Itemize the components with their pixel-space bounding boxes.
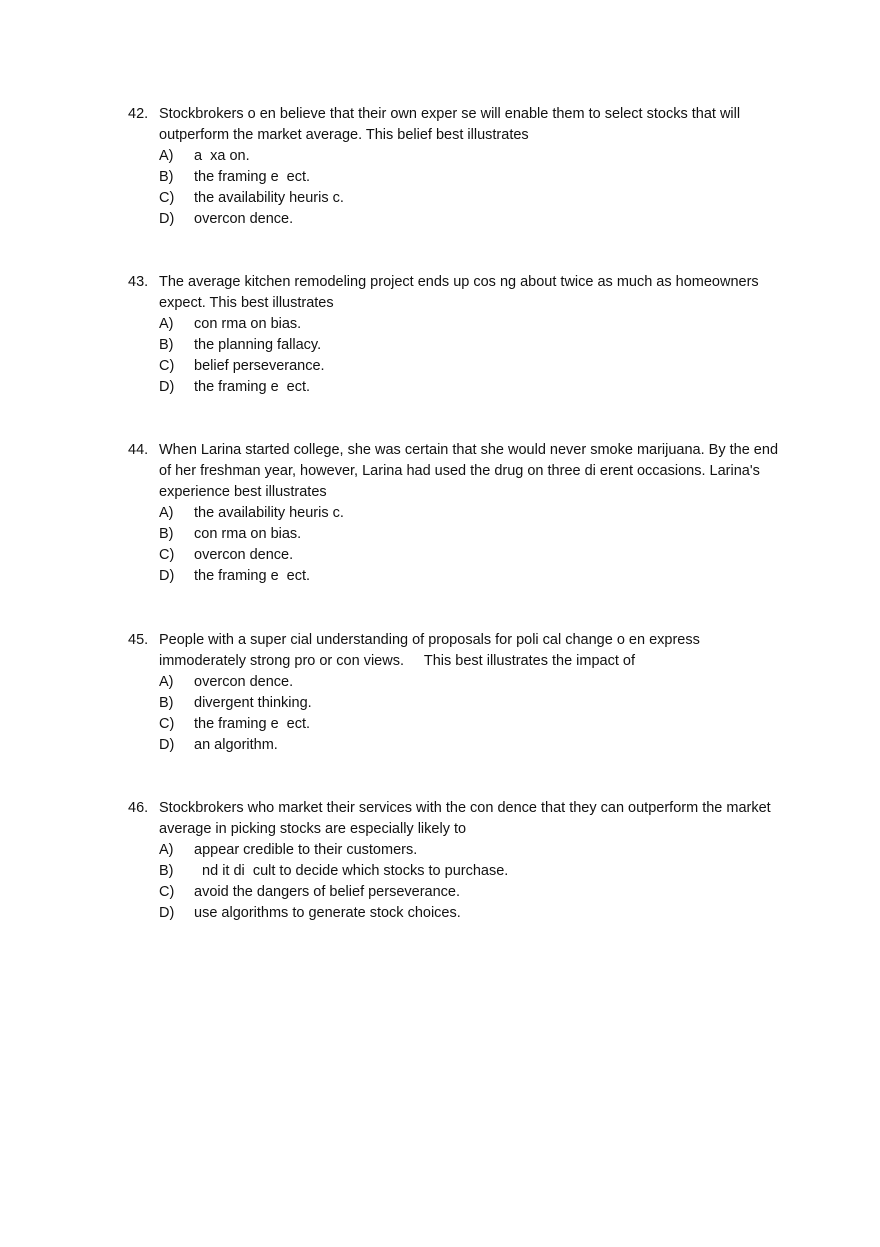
answer-option [128, 903, 778, 924]
option-letter: B) [159, 863, 174, 879]
option-text: appear credible to their customers. [194, 842, 418, 858]
option-text: a xa on. [194, 148, 250, 164]
question-stem [128, 630, 778, 672]
option-letter: D) [159, 737, 175, 753]
option-letter: B) [159, 169, 174, 185]
answer-option [128, 335, 778, 356]
answer-option [128, 524, 778, 545]
option-letter: B) [159, 337, 174, 353]
question-number: 45. [128, 632, 149, 648]
option-text: an algorithm. [194, 737, 278, 753]
option-text: con rma on bias. [194, 526, 302, 542]
question-46 [128, 798, 778, 924]
answer-option [128, 714, 778, 735]
question-43 [128, 272, 778, 398]
question-stem [128, 272, 778, 314]
option-text: the availability heuris c. [194, 190, 344, 206]
option-text: divergent thinking. [194, 695, 312, 711]
option-letter: D) [159, 379, 175, 395]
option-text: con rma on bias. [194, 316, 302, 332]
question-44 [128, 440, 783, 587]
option-letter: D) [159, 568, 175, 584]
option-text: avoid the dangers of belief perseverance. [194, 884, 461, 900]
question-text: Stockbrokers o en believe that their own exper se will enable them to select stocks that will outperform the market average. This belief best illustrates [159, 106, 745, 143]
answer-option [128, 146, 778, 167]
answer-option [128, 356, 778, 377]
option-text: the framing e ect. [194, 568, 311, 584]
question-number: 44. [128, 442, 149, 458]
answer-option [128, 566, 778, 587]
question-text: The average kitchen remodeling project ends up cos ng about twice as much as homeowners expect. This best illustrates [159, 274, 763, 311]
option-letter: B) [159, 526, 174, 542]
option-letter: A) [159, 674, 174, 690]
option-letter: C) [159, 358, 175, 374]
option-text: overcon dence. [194, 674, 294, 690]
question-text: People with a super cial understanding of proposals for poli cal change o en express immoderately strong pro or con views. This best illustrates the impact of [159, 632, 704, 669]
answer-option [128, 840, 778, 861]
answer-option [128, 861, 778, 882]
option-letter: A) [159, 505, 174, 521]
option-letter: A) [159, 148, 174, 164]
answer-option [128, 314, 778, 335]
question-stem [128, 104, 778, 146]
question-45 [128, 630, 778, 756]
question-text: When Larina started college, she was certain that she would never smoke marijuana. By the end of her freshman year, however, Larina had used the drug on three di erent occasions. Larina's experience best illustrates [159, 442, 783, 500]
answer-option [128, 545, 778, 566]
option-text: nd it di cult to decide which stocks to purchase. [194, 863, 509, 879]
answer-option [128, 209, 778, 230]
answer-option [128, 693, 778, 714]
option-letter: C) [159, 190, 175, 206]
option-text: use algorithms to generate stock choices. [194, 905, 461, 921]
option-letter: C) [159, 884, 175, 900]
question-number: 42. [128, 106, 149, 122]
answer-option [128, 735, 778, 756]
answer-option [128, 882, 778, 903]
question-text: Stockbrokers who market their services with the con dence that they can outperform the market average in picking stocks are especially likely to [159, 800, 775, 837]
option-letter: C) [159, 716, 175, 732]
question-42 [128, 104, 778, 230]
question-stem [128, 440, 783, 503]
answer-option [128, 672, 778, 693]
option-text: the planning fallacy. [194, 337, 322, 353]
answer-option [128, 188, 778, 209]
option-text: overcon dence. [194, 211, 294, 227]
option-text: the framing e ect. [194, 169, 311, 185]
option-text: the framing e ect. [194, 716, 311, 732]
option-letter: C) [159, 547, 175, 563]
option-letter: D) [159, 211, 175, 227]
answer-option [128, 167, 778, 188]
answer-option [128, 503, 778, 524]
option-letter: A) [159, 842, 174, 858]
answer-option [128, 377, 778, 398]
option-letter: D) [159, 905, 175, 921]
option-letter: A) [159, 316, 174, 332]
option-letter: B) [159, 695, 174, 711]
option-text: the availability heuris c. [194, 505, 344, 521]
option-text: overcon dence. [194, 547, 294, 563]
question-number: 46. [128, 800, 149, 816]
option-text: the framing e ect. [194, 379, 311, 395]
question-stem [128, 798, 778, 840]
option-text: belief perseverance. [194, 358, 325, 374]
question-number: 43. [128, 274, 149, 290]
